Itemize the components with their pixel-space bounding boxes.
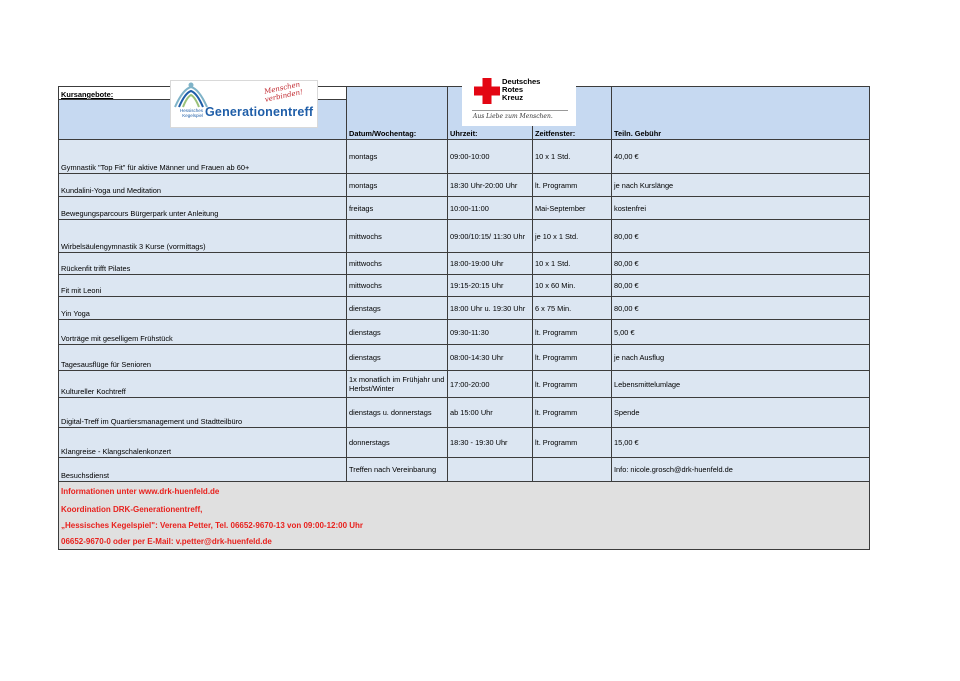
header-fee: Teiln. Gebühr: [612, 100, 870, 140]
cell-window: lt. Programm: [533, 320, 612, 345]
cell-fee: Info: nicole.grosch@drk-huenfeld.de: [612, 458, 870, 482]
cell-time: 18:30 - 19:30 Uhr: [448, 428, 533, 458]
cell-fee: Lebensmittelumlage: [612, 371, 870, 398]
cell-day: mittwochs: [347, 253, 448, 275]
cell-day: montags: [347, 140, 448, 174]
table-row: [59, 398, 870, 428]
cell-window: 10 x 1 Std.: [533, 140, 612, 174]
table-row: [59, 320, 870, 345]
course-sheet: [58, 86, 866, 550]
cell-course: Kundalini-Yoga und Meditation: [59, 174, 347, 197]
drk-slogan: Aus Liebe zum Menschen.: [473, 113, 553, 120]
drk-divider: [472, 110, 568, 111]
table-row: [59, 220, 870, 253]
cell-fee: je nach Kurslänge: [612, 174, 870, 197]
cell-day: montags: [347, 174, 448, 197]
table-row: [59, 458, 870, 482]
cell-window: 10 x 1 Std.: [533, 253, 612, 275]
cell-day: dienstags: [347, 345, 448, 371]
cell-time: 18:00-19:00 Uhr: [448, 253, 533, 275]
header-day: Datum/Wochentag:: [347, 100, 448, 140]
cell-time: 09:00/10:15/ 11:30 Uhr: [448, 220, 533, 253]
cell-window: lt. Programm: [533, 371, 612, 398]
info-contact-phone: „Hessisches Kegelspiel": Verena Petter, Tel. 06652-9670-13 von 09:00-12:00 Uhr: [59, 517, 870, 533]
info-block: [59, 482, 870, 550]
cell-time: 18:00 Uhr u. 19:30 Uhr: [448, 297, 533, 320]
generationentreff-subtitle: Hessisches Kegelspiel: [179, 108, 203, 118]
header-time: Uhrzeit:: [448, 100, 533, 140]
table-row: [59, 371, 870, 398]
cell-course: Wirbelsäulengymnastik 3 Kurse (vormittags): [59, 220, 347, 253]
cell-window: lt. Programm: [533, 174, 612, 197]
cell-window: 10 x 60 Min.: [533, 275, 612, 297]
cell-time: 17:00-20:00: [448, 371, 533, 398]
cell-day: freitags: [347, 197, 448, 220]
cell-day: mittwochs: [347, 220, 448, 253]
cell-time: 18:30 Uhr-20:00 Uhr: [448, 174, 533, 197]
cell-window: Mai-September: [533, 197, 612, 220]
cell-course: Gymnastik "Top Fit" für aktive Männer und Frauen ab 60+: [59, 140, 347, 174]
cell-day: dienstags: [347, 297, 448, 320]
info-contact-email: 06652-9670-0 oder per E-Mail: v.petter@drk-huenfeld.de: [59, 533, 870, 550]
cell-fee: je nach Ausflug: [612, 345, 870, 371]
cell-day: Treffen nach Vereinbarung: [347, 458, 448, 482]
course-table: [58, 86, 870, 550]
generationentreff-wordmark: Generationentreff: [205, 105, 314, 119]
table-row: [59, 275, 870, 297]
cell-window: je 10 x 1 Std.: [533, 220, 612, 253]
cell-fee: kostenfrei: [612, 197, 870, 220]
cell-fee: 80,00 €: [612, 275, 870, 297]
cell-course: Tagesausflüge für Senioren: [59, 345, 347, 371]
cell-time: 08:00-14:30 Uhr: [448, 345, 533, 371]
generationentreff-logo: [170, 80, 318, 128]
cell-day: dienstags: [347, 320, 448, 345]
table-row: [59, 253, 870, 275]
cell-course: Besuchsdienst: [59, 458, 347, 482]
table-row: [59, 428, 870, 458]
cell-window: lt. Programm: [533, 345, 612, 371]
cell-day: donnerstags: [347, 428, 448, 458]
drk-wordmark: Deutsches Rotes Kreuz: [502, 77, 541, 102]
table-title: Kursangebote:: [59, 87, 347, 100]
cell-course: Klangreise - Klangschalenkonzert: [59, 428, 347, 458]
info-coordination: Koordination DRK-Generationentreff,: [59, 501, 870, 517]
cell-time: ab 15:00 Uhr: [448, 398, 533, 428]
cell-fee: 15,00 €: [612, 428, 870, 458]
cell-time: 10:00-11:00: [448, 197, 533, 220]
cell-fee: 40,00 €: [612, 140, 870, 174]
cell-window: 6 x 75 Min.: [533, 297, 612, 320]
cell-fee: 5,00 €: [612, 320, 870, 345]
cell-window: [533, 458, 612, 482]
table-row: [59, 140, 870, 174]
cell-fee: 80,00 €: [612, 220, 870, 253]
info-website: Informationen unter www.drk-huenfeld.de: [59, 482, 870, 502]
cell-fee: 80,00 €: [612, 253, 870, 275]
cell-course: Kultureller Kochtreff: [59, 371, 347, 398]
table-row: [59, 197, 870, 220]
cell-fee: Spende: [612, 398, 870, 428]
cell-time: 09:00-10:00: [448, 140, 533, 174]
header-window: Zeitfenster:: [533, 100, 612, 140]
table-row: [59, 345, 870, 371]
table-row: [59, 174, 870, 197]
cell-window: lt. Programm: [533, 398, 612, 428]
cell-window: lt. Programm: [533, 428, 612, 458]
cell-day: 1x monatlich im Frühjahr und Herbst/Winter: [347, 371, 448, 398]
cell-course: Digital-Treff im Quartiersmanagement und Stadtteilbüro: [59, 398, 347, 428]
cell-fee: 80,00 €: [612, 297, 870, 320]
cell-course: Rückenfit trifft Pilates: [59, 253, 347, 275]
cell-day: dienstags u. donnerstags: [347, 398, 448, 428]
drk-logo: [462, 68, 576, 126]
cell-time: 19:15-20:15 Uhr: [448, 275, 533, 297]
cell-course: Vorträge mit geselligem Frühstück: [59, 320, 347, 345]
cell-time: [448, 458, 533, 482]
cell-course: Fit mit Leoni: [59, 275, 347, 297]
cell-day: mittwochs: [347, 275, 448, 297]
cell-time: 09:30-11:30: [448, 320, 533, 345]
generationentreff-slogan: Menschen verbinden!: [263, 80, 304, 104]
cell-course: Bewegungsparcours Bürgerpark unter Anleitung: [59, 197, 347, 220]
table-row: [59, 297, 870, 320]
red-cross-icon: [474, 78, 500, 104]
cell-course: Yin Yoga: [59, 297, 347, 320]
